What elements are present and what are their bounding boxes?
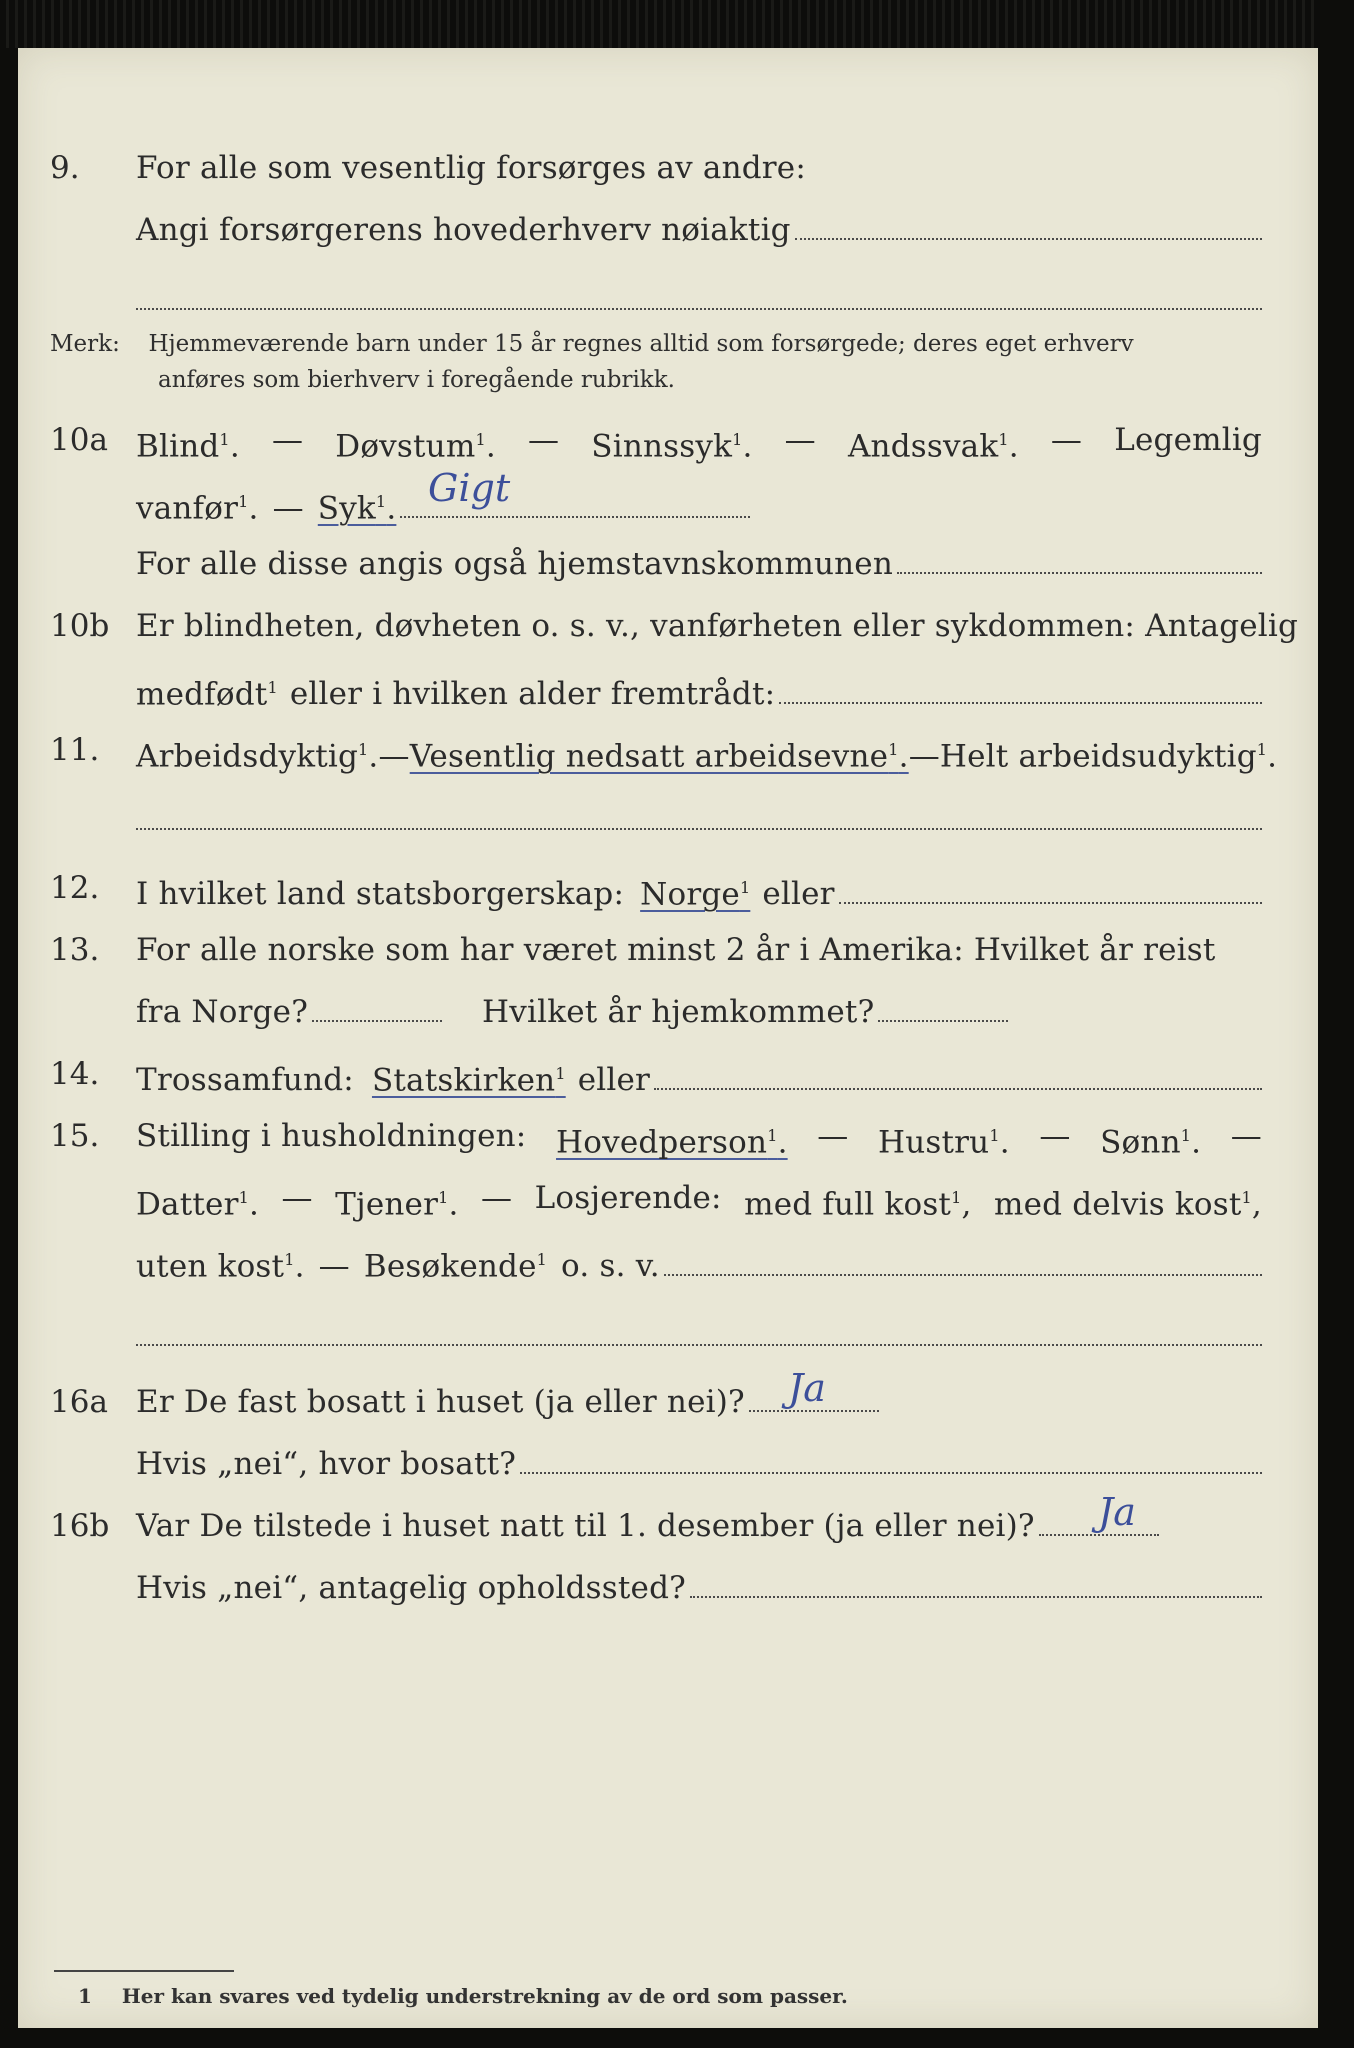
option-full-kost[interactable]: med full kost$^1$, xyxy=(744,1186,972,1223)
footnote-text: Her kan svares ved tydelig understrekning av de ord som passer. xyxy=(121,1984,848,2008)
q12-field[interactable] xyxy=(136,864,1262,918)
q12-line xyxy=(18,864,1318,912)
dash: — xyxy=(271,422,304,458)
q9-line2 xyxy=(18,206,1318,254)
q15-line[interactable] xyxy=(664,1272,1262,1276)
q10a-options xyxy=(136,416,1262,470)
q9-extra-line xyxy=(136,308,1262,310)
q16b-number: 16b xyxy=(50,1508,110,1544)
option-legemlig[interactable]: Legemlig xyxy=(1114,422,1262,458)
q13-number: 13. xyxy=(50,932,100,968)
census-form-page xyxy=(18,48,1318,2028)
option-syk[interactable]: Syk$^1$. xyxy=(317,490,397,527)
q16a-line1 xyxy=(18,1378,1318,1426)
q13-fields xyxy=(136,988,1262,1036)
merk-line1 xyxy=(50,326,1134,362)
dash: — xyxy=(1050,422,1083,458)
q10a-hjemstavn-line xyxy=(897,570,1262,574)
option-tjener[interactable]: Tjener$^1$. xyxy=(335,1186,459,1223)
dash: — xyxy=(784,422,816,458)
option-vanfor[interactable]: vanfør$^1$. xyxy=(136,490,259,527)
q15-line2 xyxy=(18,1174,1318,1222)
q14-number: 14. xyxy=(50,1056,100,1092)
q16b-opholdssted-field[interactable] xyxy=(136,1564,1262,1612)
q16a-number: 16a xyxy=(50,1384,108,1420)
option-sinnssyk[interactable]: Sinnssyk$^1$. xyxy=(591,428,753,465)
option-dovstum[interactable]: Døvstum$^1$. xyxy=(335,428,496,465)
option-sonn[interactable]: Sønn$^1$. xyxy=(1100,1124,1202,1161)
q12-number: 12. xyxy=(50,870,100,906)
option-delvis-kost[interactable]: med delvis kost$^1$, xyxy=(993,1186,1262,1223)
q14-line xyxy=(654,1086,1262,1090)
option-andssvak[interactable]: Andssvak$^1$. xyxy=(847,428,1019,465)
dash: — xyxy=(1039,1118,1071,1154)
q16a-bosatt-field[interactable] xyxy=(136,1440,1262,1488)
q14-label: Trossamfund: xyxy=(136,1062,354,1099)
q15-losjerende: Losjerende: xyxy=(534,1180,722,1216)
option-vesentlig-nedsatt[interactable]: Vesentlig nedsatt arbeidsevne$^1$. xyxy=(409,738,909,775)
q16a-field[interactable] xyxy=(136,1378,1262,1426)
q10a-line2-content xyxy=(136,478,1262,532)
q9-text: For alle som vesentlig forsørges av andre: xyxy=(136,150,806,186)
q11-number: 11. xyxy=(50,732,100,768)
q11-extra-line xyxy=(136,828,1262,830)
q14-line xyxy=(18,1050,1318,1098)
q14-eller: eller xyxy=(577,1062,651,1099)
q16a-label: Er De fast bosatt i huset (ja eller nei)? xyxy=(136,1384,745,1420)
q12-line xyxy=(839,900,1262,904)
dash: — xyxy=(908,738,940,775)
dash: — xyxy=(281,1180,313,1216)
dash: — xyxy=(817,1118,849,1154)
dash: — xyxy=(480,1180,513,1216)
q10b-line1 xyxy=(18,602,1318,650)
q10a-line2 xyxy=(18,478,1318,526)
q10a-line1 xyxy=(18,416,1318,464)
q16a-line2 xyxy=(18,1440,1318,1488)
q9-dotted-line xyxy=(795,236,1262,240)
q12-eller: eller xyxy=(762,876,835,913)
q10b-field[interactable] xyxy=(136,664,1262,718)
q15-number: 15. xyxy=(50,1118,100,1154)
q11-options xyxy=(136,726,1278,780)
scan-top-edge xyxy=(0,0,1354,48)
option-uten-kost[interactable]: uten kost$^1$. xyxy=(136,1248,305,1285)
scan-right-edge xyxy=(1318,0,1354,2048)
q10a-number: 10a xyxy=(50,422,108,458)
option-besokende[interactable]: Besøkende$^1$ xyxy=(363,1248,548,1285)
q15-line3 xyxy=(18,1236,1318,1284)
dash: — xyxy=(527,422,560,458)
q10a-line3 xyxy=(18,540,1318,588)
q16b-opholdssted-line xyxy=(690,1594,1262,1598)
q16b-field[interactable] xyxy=(136,1502,1262,1550)
q15-options1 xyxy=(136,1112,1262,1166)
q13-reist-field[interactable] xyxy=(312,1018,442,1022)
merk-text1: Hjemmeværende barn under 15 år regnes alltid som forsørgede; deres eget erhverv xyxy=(148,331,1134,357)
q15-options3 xyxy=(136,1236,1262,1290)
q10b-number: 10b xyxy=(50,608,110,644)
option-hustru[interactable]: Hustru$^1$. xyxy=(877,1124,1010,1161)
q12-label: I hvilket land statsborgerskap: xyxy=(136,876,625,913)
option-medfodt: medfødt$^1$ xyxy=(136,676,278,713)
option-helt-arbeidsudyktig[interactable]: Helt arbeidsudyktig$^1$. xyxy=(939,738,1278,775)
q16a-bosatt-line xyxy=(520,1470,1262,1474)
q13-line2 xyxy=(18,988,1318,1036)
merk-label: Merk: xyxy=(50,331,120,357)
q13-reist-label: fra Norge? xyxy=(136,994,309,1030)
handwritten-gigt: Gigt xyxy=(428,466,511,510)
q15-extra-line xyxy=(136,1344,1262,1346)
q16b-line2 xyxy=(18,1564,1318,1612)
q10a-syk-line xyxy=(400,514,750,518)
dash: — xyxy=(272,490,304,527)
handwritten-ja-16b: Ja xyxy=(1098,1490,1136,1534)
q9-line1 xyxy=(18,144,1318,192)
q9-field[interactable] xyxy=(136,206,1262,254)
dash: — xyxy=(1230,1118,1262,1154)
q15-label: Stilling i husholdningen: xyxy=(136,1118,527,1154)
option-blind[interactable]: Blind$^1$. xyxy=(136,428,240,465)
q10b-line2 xyxy=(18,664,1318,712)
q9-number: 9. xyxy=(50,150,80,186)
q15-osv: o. s. v. xyxy=(561,1248,660,1285)
q10a-hjemstavn-field[interactable] xyxy=(136,540,1262,588)
dash: — xyxy=(378,738,410,775)
q16a-bosatt-label: Hvis „nei“, hvor bosatt? xyxy=(136,1446,517,1482)
footnote-rule xyxy=(54,1970,234,1972)
handwritten-ja-16a: Ja xyxy=(788,1366,826,1410)
q11-line xyxy=(18,726,1318,774)
footnote-mark: 1 xyxy=(78,1984,92,2008)
option-statskirken: Statskirken$^1$ xyxy=(371,1062,566,1099)
option-datter[interactable]: Datter$^1$. xyxy=(136,1186,260,1223)
option-arbeidsdyktig[interactable]: Arbeidsdyktig$^1$. xyxy=(136,738,379,775)
q9-label: Angi forsørgerens hovederhverv nøiaktig xyxy=(136,212,791,248)
merk-text2: anføres som bierhverv i foregående rubrikk. xyxy=(158,367,675,393)
footnote xyxy=(78,1984,848,2008)
q14-field[interactable] xyxy=(136,1050,1262,1104)
q16b-label: Var De tilstede i huset natt til 1. desember (ja eller nei)? xyxy=(136,1508,1035,1544)
q15-options2 xyxy=(136,1174,1262,1228)
q15-line1 xyxy=(18,1112,1318,1160)
dash: — xyxy=(318,1248,350,1285)
option-hovedperson[interactable]: Hovedperson$^1$. xyxy=(556,1124,788,1161)
q10a-hjemstavn-label: For alle disse angis også hjemstavnskommunen xyxy=(136,546,893,582)
option-norge: Norge$^1$ xyxy=(640,876,751,913)
q16b-opholdssted-label: Hvis „nei“, antagelig opholdssted? xyxy=(136,1570,686,1606)
q13-hjemkommet-field[interactable] xyxy=(878,1018,1008,1022)
q13-text1: For alle norske som har været minst 2 år i Amerika: Hvilket år reist xyxy=(136,932,1216,968)
q10b-label: eller i hvilken alder fremtrådt: xyxy=(289,676,776,713)
q13-hjemkommet-label: Hvilket år hjemkommet? xyxy=(482,994,875,1030)
q10b-line xyxy=(779,700,1262,704)
q13-line1 xyxy=(18,926,1318,974)
q10b-text1: Er blindheten, døvheten o. s. v., vanførheten eller sykdommen: Antagelig xyxy=(136,608,1299,644)
